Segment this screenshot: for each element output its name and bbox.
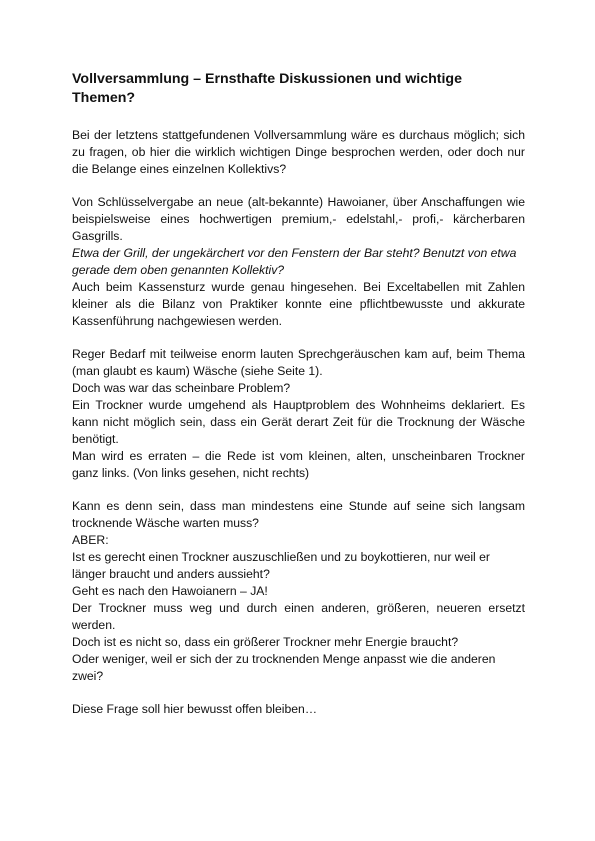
document-page: [72, 70, 525, 734]
paragraph-laundry: [72, 346, 525, 482]
paragraph-line: Kann es denn sein, dass man mindestens eine Stunde auf seine sich langsam trocknende Wäsche warten muss?: [72, 499, 525, 530]
document-title: Vollversammlung – Ernsthafte Diskussionen und wichtige Themen?: [72, 71, 462, 106]
paragraph-line: Der Trockner muss weg und durch einen anderen, größeren, neueren ersetzt werden.: [72, 601, 525, 632]
paragraph-line: ABER:: [72, 533, 109, 547]
paragraph-grill-and-cash: [72, 194, 525, 330]
paragraph-dryer-questions: [72, 498, 525, 685]
paragraph-line: Doch ist es nicht so, dass ein größerer Trockner mehr Energie braucht?: [72, 635, 459, 649]
paragraph-line: Diese Frage soll hier bewusst offen bleiben…: [72, 702, 318, 716]
paragraph-line: Reger Bedarf mit teilweise enorm lauten Sprechgeräuschen kam auf, beim Thema (man glaubt es kaum) Wäsche (siehe Seite 1).: [72, 347, 525, 378]
paragraph-line: Oder weniger, weil er sich der zu trocknenden Menge anpasst wie die anderen zwei?: [72, 652, 496, 683]
paragraph-line-italic: Etwa der Grill, der ungekärchert vor den Fenstern der Bar steht? Benutzt von etwa gerade dem oben genannten Kollektiv?: [72, 246, 517, 277]
paragraph-line: Ist es gerecht einen Trockner auszuschließen und zu boykottieren, nur weil er länger braucht und anders aussieht?: [72, 550, 490, 581]
paragraph-intro: [72, 127, 525, 178]
paragraph-line: Geht es nach den Hawoianern – JA!: [72, 584, 268, 598]
paragraph-closing: [72, 701, 525, 718]
paragraph-line: Ein Trockner wurde umgehend als Hauptproblem des Wohnheims deklariert. Es kann nicht möglich sein, dass ein Gerät derart Zeit für die Trocknung der Wäsche benötigt.: [72, 398, 525, 446]
paragraph-line: Man wird es erraten – die Rede ist vom kleinen, alten, unscheinbaren Trockner ganz links. (Von links gesehen, nicht rechts): [72, 449, 525, 480]
paragraph-line: Doch was war das scheinbare Problem?: [72, 381, 291, 395]
paragraph-line: Von Schlüsselvergabe an neue (alt-bekannte) Hawoianer, über Anschaffungen wie beispielsweise eines hochwertigen premium,- edelstahl,- profi,- kärcherbaren Gasgrills.: [72, 195, 525, 243]
paragraph-line: Bei der letztens stattgefundenen Vollversammlung wäre es durchaus möglich; sich zu fragen, ob hier die wirklich wichtigen Dinge besprochen werden, oder doch nur die Belange eines einzelnen Kollektivs?: [72, 128, 525, 176]
paragraph-line: Auch beim Kassensturz wurde genau hingesehen. Bei Exceltabellen mit Zahlen kleiner als die Bilanz von Praktiker konnte eine pflichtbewusste und akkurate Kassenführung nachgewiesen werden.: [72, 280, 525, 328]
